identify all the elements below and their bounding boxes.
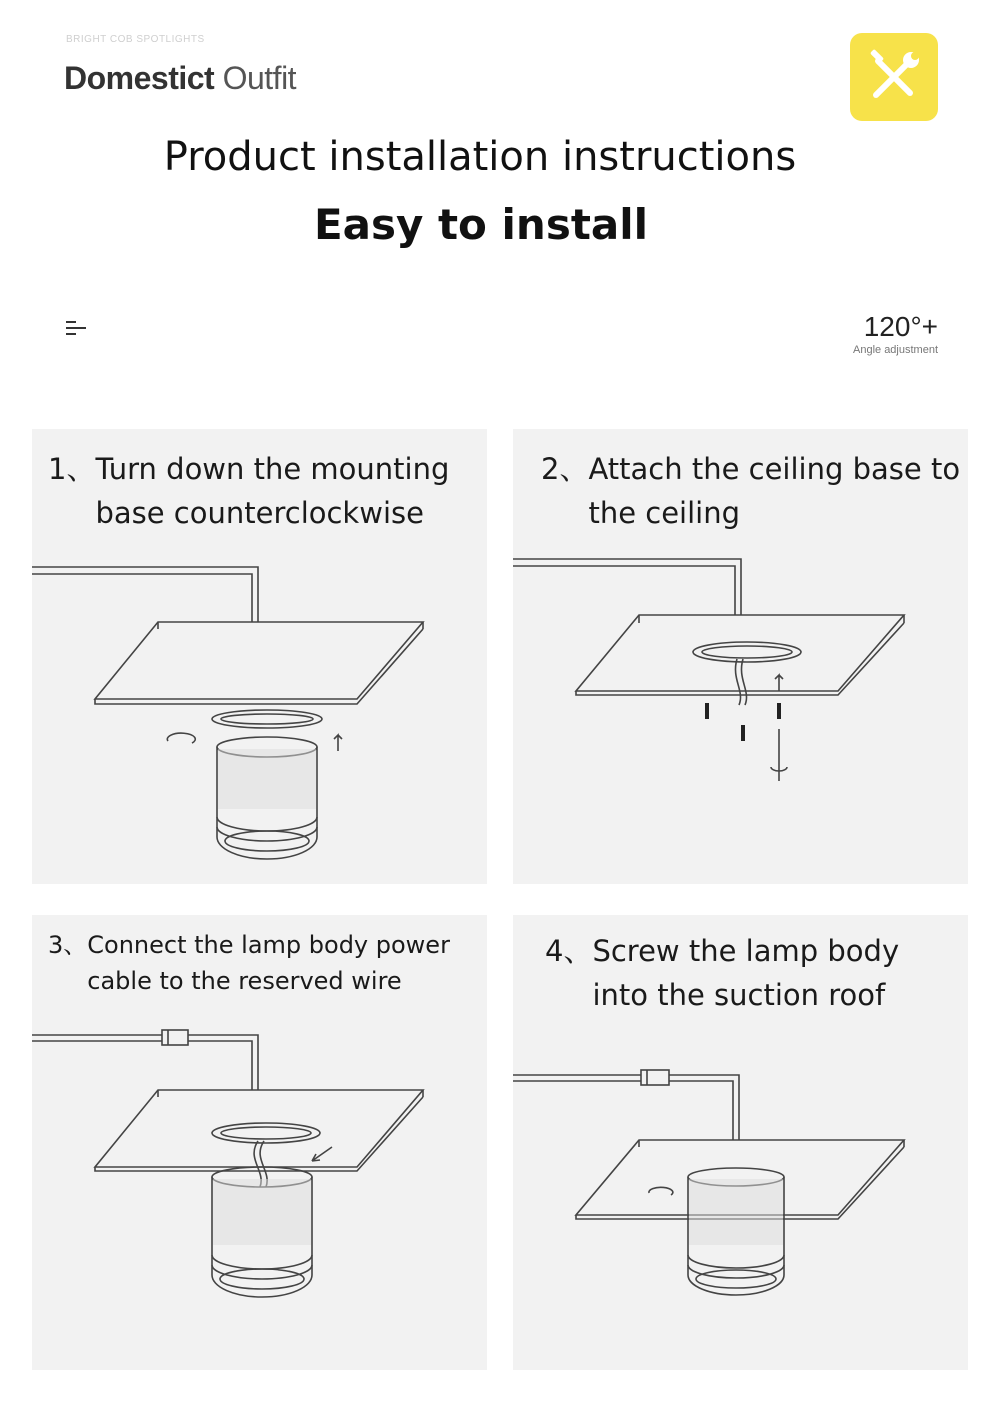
angle-label: Angle adjustment — [853, 344, 938, 356]
step-panel-3 — [32, 915, 487, 1370]
step-text: Connect the lamp body power cable to the reserved wire — [87, 931, 450, 995]
step-4-illustration — [513, 915, 968, 1370]
angle-value: 120°+ — [863, 311, 938, 342]
step-2-illustration — [513, 429, 968, 884]
step-3-illustration — [32, 915, 487, 1370]
brand-tagline: BRIGHT COB SPOTLIGHTS — [66, 34, 205, 45]
step-text: Turn down the mounting base counterclockwise — [95, 452, 450, 530]
step-1-illustration — [32, 429, 487, 884]
menu-icon — [64, 319, 90, 339]
step-panel-1 — [32, 429, 487, 884]
step-number: 4、 — [545, 934, 593, 968]
step-text: Attach the ceiling base to the ceiling — [588, 452, 961, 530]
step-number: 2、 — [541, 452, 589, 486]
step-panel-4 — [513, 915, 968, 1370]
step-panel-2 — [513, 429, 968, 884]
step-text: Screw the lamp body into the suction roof — [592, 934, 900, 1012]
brand-logo — [64, 60, 296, 97]
tools-icon — [864, 47, 924, 107]
tools-badge — [850, 33, 938, 121]
brand-name-bold: Domestict — [64, 60, 215, 96]
page-subtitle: Easy to install — [313, 200, 649, 249]
brand-name-light: Outfit — [222, 60, 297, 96]
step-number: 1、 — [48, 452, 96, 486]
page-title: Product installation instructions — [163, 134, 797, 180]
step-number: 3、 — [48, 931, 88, 959]
